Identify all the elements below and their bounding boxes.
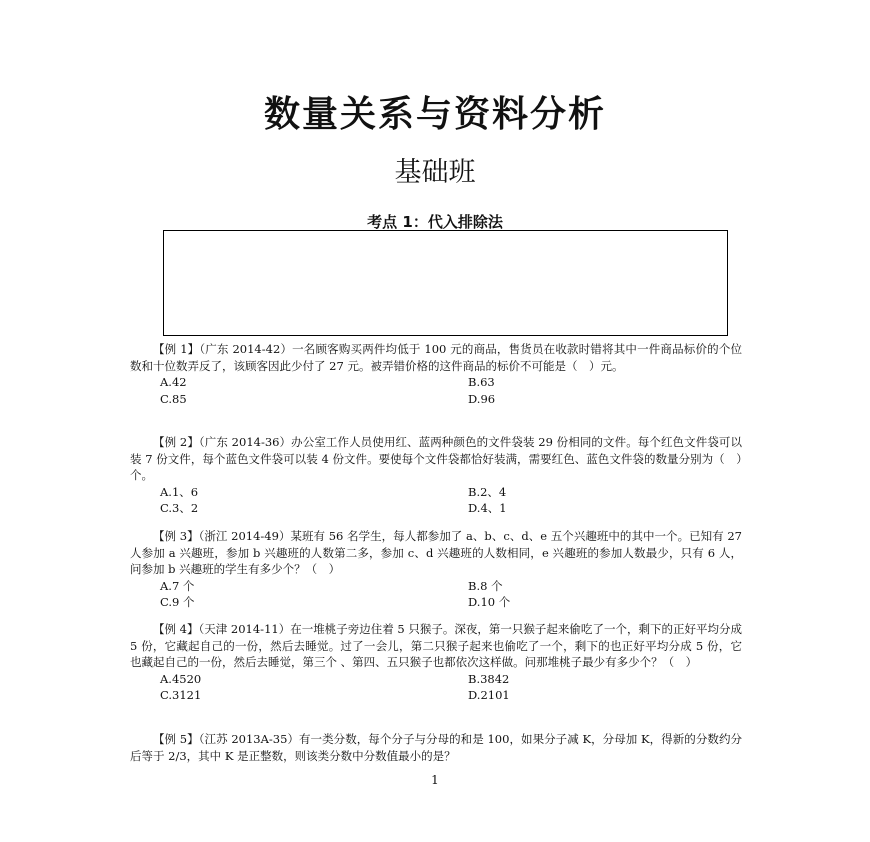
problem-stem: 【例 1】（广东 2014-42）一名顾客购买两件均低于 100 元的商品，售货员在收款时错将其中一件商品标价的个位数和十位数弄反了，该顾客因此少付了 27 元。被弄错价格的这件商品的标价不可能是（ ）元。 [130, 342, 742, 373]
section-heading: 考点 1：代入排除法 [367, 213, 503, 231]
option-b: B.8 个 [468, 578, 503, 593]
option-b: B.63 [468, 375, 495, 389]
option-c: C.3121 [160, 688, 202, 702]
option-c: C.9 个 [160, 595, 195, 609]
option-a: A.4520 [160, 671, 202, 686]
option-d: D.96 [468, 391, 496, 406]
problem-stem: 【例 5】（江苏 2013A-35）有一类分数，每个分子与分母的和是 100，如果分子减 K，分母加 K，得新的分数约分后等于 2/3，其中 K 是正整数，则该类分数中分数值最小的是？ [130, 732, 742, 763]
option-c: C.85 [160, 391, 187, 406]
option-a: A.42 [160, 375, 187, 389]
empty-note-box [163, 230, 728, 336]
option-d: D.4、1 [468, 501, 507, 515]
option-a: A.1、6 [160, 484, 199, 499]
problem-2 [130, 434, 742, 517]
problem-options [130, 578, 742, 611]
problem-stem: 【例 2】（广东 2014-36）办公室工作人员使用红、蓝两种颜色的文件袋装 29 份相同的文件。每个红色文件袋可以装 7 份文件，每个蓝色文件袋可以装 4 份文件。要使每个文件袋都恰好装满，需要红色、蓝色文件袋的数量分别为（ ）个。 [130, 435, 742, 482]
document-title: 数量关系与资料分析 [263, 94, 606, 135]
option-b: B.2、4 [468, 484, 507, 499]
option-d: D.2101 [468, 688, 510, 702]
problem-stem: 【例 3】（浙江 2014-49）某班有 56 名学生，每人都参加了 a、b、c、d、e 五个兴趣班中的其中一个。已知有 27 人参加 a 兴趣班，参加 b 兴趣班的人数第二多，参加 c、d 兴趣班的人数相同，e 兴趣班的参加人数最少，只有 6 人，问参加 b 兴趣班的学生有多少个？（ ） [130, 529, 742, 576]
page-number: 1 [431, 773, 439, 787]
option-b: B.3842 [468, 671, 510, 686]
problem-3 [130, 528, 742, 611]
option-d: D.10 个 [468, 595, 511, 609]
problem-1 [130, 341, 742, 407]
option-c: C.3、2 [160, 501, 199, 515]
problem-4 [130, 621, 742, 704]
problem-5 [130, 731, 742, 764]
option-a: A.7 个 [160, 578, 195, 593]
problem-options [130, 374, 742, 407]
problem-stem: 【例 4】（天津 2014-11）在一堆桃子旁边住着 5 只猴子。深夜，第一只猴子起来偷吃了一个，剩下的正好平均分成 5 份，它藏起自己的一份，然后去睡觉。过了一会儿，第二只猴子起来也偷吃了一个，剩下的也正好平均分成 5 份，它也藏起自己的一份，然后去睡觉，第三个 、第四、五只猴子也都依次这样做。问那堆桃子最少有多少个？（ ） [130, 622, 742, 669]
problem-options [130, 671, 742, 704]
problem-options [130, 484, 742, 517]
document-subtitle: 基础班 [394, 157, 476, 188]
